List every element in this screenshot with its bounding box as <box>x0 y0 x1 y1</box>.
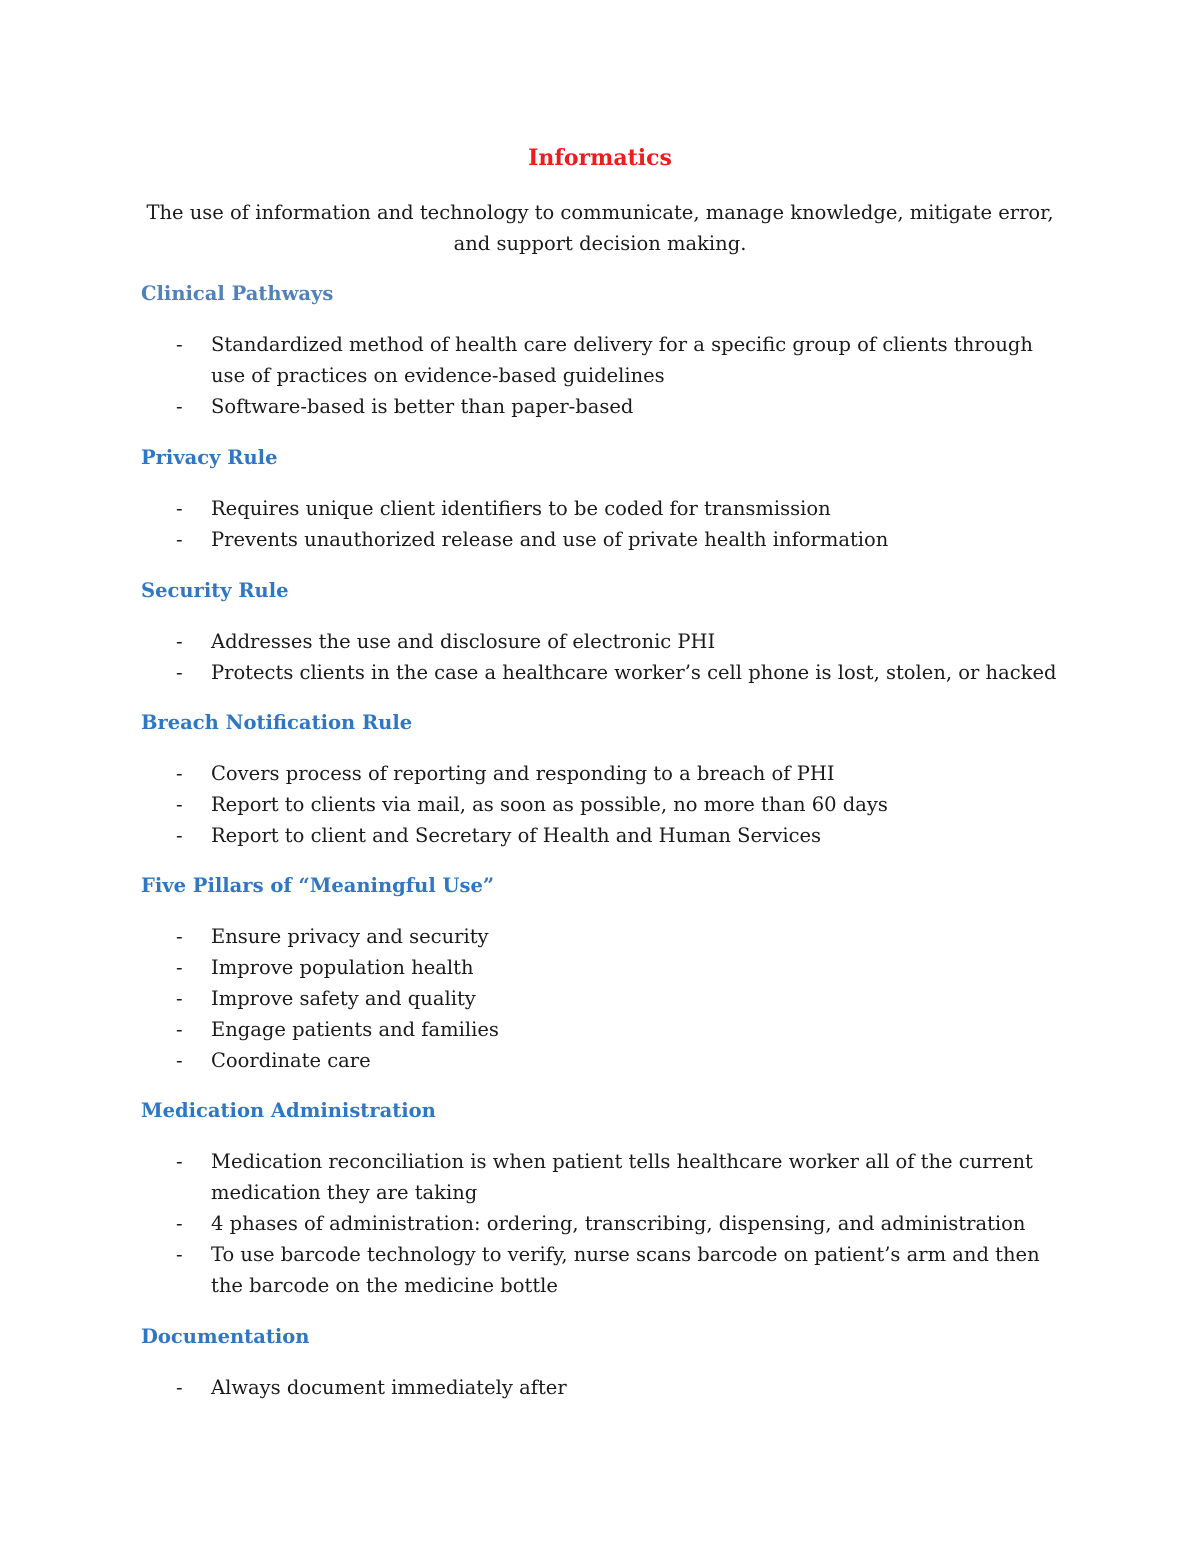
bullet-list-privacy-rule <box>0 493 1200 555</box>
list-item: - To use barcode technology to verify, nurse scans barcode on patient’s arm and then the barcode on the medicine bottle <box>0 1239 1200 1301</box>
list-item: - Report to client and Secretary of Health and Human Services <box>0 820 1200 851</box>
bullet-dash: - <box>176 925 183 948</box>
list-item: - Addresses the use and disclosure of electronic PHI <box>0 626 1200 657</box>
bullet-dash: - <box>176 497 183 520</box>
list-item: - Requires unique client identifiers to be coded for transmission <box>0 493 1200 524</box>
list-item: - Standardized method of health care delivery for a specific group of clients through use of practices on evidence-based guidelines <box>0 329 1200 391</box>
section-heading-five-pillars: Five Pillars of “Meaningful Use” <box>141 874 495 897</box>
section-heading-medication-administration: Medication Administration <box>141 1099 436 1122</box>
list-item: - Engage patients and families <box>0 1014 1200 1045</box>
bullet-dash: - <box>176 956 183 979</box>
bullet-list-clinical-pathways <box>0 329 1200 422</box>
bullet-dash: - <box>176 1049 183 1072</box>
bullet-dash: - <box>176 762 183 785</box>
bullet-list-five-pillars <box>0 921 1200 1076</box>
list-item: - Prevents unauthorized release and use of private health information <box>0 524 1200 555</box>
list-item: - Always document immediately after <box>0 1372 1200 1403</box>
list-item: - Medication reconciliation is when patient tells healthcare worker all of the current medication they are taking <box>0 1146 1200 1208</box>
bullet-list-security-rule <box>0 626 1200 688</box>
bullet-list-medication-administration <box>0 1146 1200 1301</box>
section-heading-documentation: Documentation <box>141 1325 310 1348</box>
bullet-list-documentation <box>0 1372 1200 1403</box>
section-heading-security-rule: Security Rule <box>141 579 289 602</box>
bullet-dash: - <box>176 630 183 653</box>
bullet-dash: - <box>176 528 183 551</box>
list-item: - Covers process of reporting and responding to a breach of PHI <box>0 758 1200 789</box>
bullet-dash: - <box>176 1376 183 1399</box>
bullet-dash: - <box>176 793 183 816</box>
list-item: - Report to clients via mail, as soon as possible, no more than 60 days <box>0 789 1200 820</box>
bullet-dash: - <box>176 661 183 684</box>
list-item: - Improve population health <box>0 952 1200 983</box>
bullet-dash: - <box>176 1212 183 1235</box>
list-item: - Ensure privacy and security <box>0 921 1200 952</box>
bullet-dash: - <box>176 824 183 847</box>
list-item: - Software-based is better than paper-based <box>0 391 1200 422</box>
section-heading-breach-notification-rule: Breach Notification Rule <box>141 711 413 734</box>
bullet-list-breach-notification-rule <box>0 758 1200 851</box>
bullet-dash: - <box>176 987 183 1010</box>
bullet-dash: - <box>176 333 183 356</box>
section-heading-privacy-rule: Privacy Rule <box>141 446 278 469</box>
intro-paragraph: The use of information and technology to communicate, manage knowledge, mitigate error, and support decision making. <box>146 201 1054 255</box>
list-item: - Protects clients in the case a healthcare worker’s cell phone is lost, stolen, or hacked <box>0 657 1200 688</box>
list-item: - Coordinate care <box>0 1045 1200 1076</box>
bullet-dash: - <box>176 395 183 418</box>
bullet-dash: - <box>176 1243 183 1266</box>
bullet-dash: - <box>176 1018 183 1041</box>
list-item: - 4 phases of administration: ordering, transcribing, dispensing, and administration <box>0 1208 1200 1239</box>
list-item: - Improve safety and quality <box>0 983 1200 1014</box>
document-title: Informatics <box>528 145 672 171</box>
section-heading-clinical-pathways: Clinical Pathways <box>141 282 334 305</box>
bullet-dash: - <box>176 1150 183 1173</box>
